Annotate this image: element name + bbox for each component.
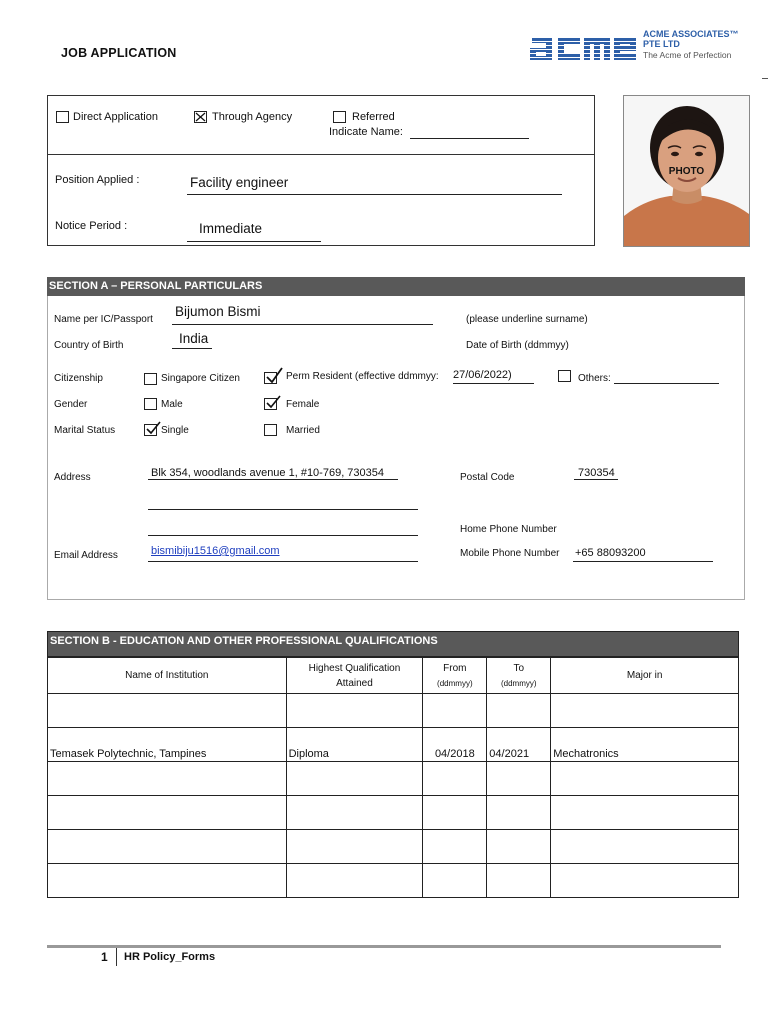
from-cell[interactable] [423, 864, 487, 898]
major-cell[interactable]: Mechatronics [551, 728, 739, 762]
dob-label: Date of Birth (ddmmyy) [466, 340, 569, 351]
from-cell[interactable] [423, 762, 487, 796]
female-checkbox[interactable] [264, 398, 277, 410]
to-cell[interactable] [487, 796, 551, 830]
indicate-name-field[interactable] [410, 126, 529, 139]
perm-resident-checkbox[interactable] [264, 372, 277, 384]
male-label: Male [161, 399, 183, 410]
referred-label: Referred [352, 111, 395, 123]
col-major-text: Major in [626, 670, 663, 681]
postal-label: Postal Code [460, 472, 515, 483]
singapore-citizen-checkbox[interactable] [144, 373, 157, 385]
section-a-heading: SECTION A – PERSONAL PARTICULARS [47, 277, 745, 296]
from-cell[interactable] [423, 694, 487, 728]
address-line-1 [148, 467, 398, 480]
qualification-cell[interactable] [286, 796, 423, 830]
single-label: Single [161, 425, 189, 436]
from-cell[interactable]: 04/2018 [423, 728, 487, 762]
position-field-line [187, 182, 562, 195]
from-cell[interactable] [423, 796, 487, 830]
direct-application-label: Direct Application [73, 111, 158, 123]
email-value[interactable]: bismibiju1516@gmail.com [151, 545, 280, 557]
name-value[interactable]: Bijumon Bismi [175, 304, 261, 319]
to-cell[interactable] [487, 694, 551, 728]
col-qualification-line2: Attained [336, 677, 373, 689]
country-label: Country of Birth [54, 340, 124, 351]
qualification-cell[interactable] [286, 830, 423, 864]
others-field[interactable] [614, 371, 719, 384]
email-label: Email Address [54, 550, 118, 561]
country-value[interactable]: India [179, 331, 209, 346]
col-institution-text: Name of Institution [125, 670, 209, 681]
qualification-cell[interactable] [286, 694, 423, 728]
to-cell[interactable] [487, 830, 551, 864]
marital-label: Marital Status [54, 425, 116, 436]
table-row [48, 830, 739, 864]
acme-logo-mark [530, 30, 636, 62]
position-value[interactable]: Facility engineer [190, 175, 289, 190]
col-qualification-line1: Highest Qualification [308, 662, 401, 674]
married-label: Married [286, 425, 320, 436]
others-checkbox[interactable] [558, 370, 571, 382]
col-from-text: From [443, 662, 467, 674]
check-mark-icon [266, 367, 284, 385]
notice-value[interactable]: Immediate [199, 221, 263, 236]
check-mark-icon [146, 421, 162, 437]
address-label: Address [54, 472, 91, 483]
others-label: Others: [578, 373, 611, 384]
email-field-line [148, 549, 418, 562]
footer-divider [116, 948, 117, 966]
through-agency-checkbox[interactable] [194, 111, 207, 123]
col-qualification-header [286, 658, 423, 694]
surname-note: (please underline surname) [466, 314, 588, 325]
col-to-format: (ddmmyy) [500, 678, 537, 688]
institution-cell[interactable] [48, 864, 287, 898]
through-agency-label: Through Agency [212, 111, 293, 123]
name-field-line [172, 312, 433, 325]
address-line-3[interactable] [148, 523, 418, 536]
perm-resident-label: Perm Resident (effective ddmmyy: [286, 371, 439, 382]
mobile-label: Mobile Phone Number [460, 548, 560, 559]
perm-resident-date[interactable]: 27/06/2022) [453, 369, 512, 381]
notice-label: Notice Period : [55, 220, 128, 232]
major-cell[interactable] [551, 694, 739, 728]
country-field-line [172, 338, 212, 349]
col-to-text: To [513, 662, 525, 674]
table-row [48, 762, 739, 796]
institution-cell[interactable]: Temasek Polytechnic, Tampines [48, 728, 287, 762]
notice-field-line [187, 229, 321, 242]
institution-cell[interactable] [48, 796, 287, 830]
name-label: Name per IC/Passport [54, 314, 153, 325]
institution-cell[interactable] [48, 762, 287, 796]
col-major-header [551, 658, 739, 694]
footer-text: HR Policy_Forms [124, 951, 216, 963]
major-cell[interactable] [551, 796, 739, 830]
gender-label: Gender [54, 399, 88, 410]
page-title: JOB APPLICATION [61, 46, 177, 60]
col-institution-header [48, 658, 287, 694]
education-header-row [48, 658, 739, 694]
home-phone-label: Home Phone Number [460, 524, 557, 535]
mobile-field-line [573, 549, 713, 562]
table-row [48, 694, 739, 728]
to-cell[interactable] [487, 864, 551, 898]
address-value[interactable]: Blk 354, woodlands avenue 1, #10-769, 730354 [151, 467, 385, 479]
citizenship-label: Citizenship [54, 373, 103, 384]
to-cell[interactable]: 04/2021 [487, 728, 551, 762]
perm-resident-date-line [453, 372, 534, 384]
col-to-header [487, 658, 551, 694]
footer-rule [47, 945, 721, 948]
married-checkbox[interactable] [264, 424, 277, 436]
postal-field-line [574, 467, 618, 480]
institution-cell[interactable] [48, 830, 287, 864]
indicate-name-label: Indicate Name: [329, 126, 403, 138]
col-from-header [423, 658, 487, 694]
photo-frame [623, 95, 750, 247]
application-box-divider [47, 154, 595, 155]
photo-label: PHOTO [668, 166, 705, 177]
major-cell[interactable] [551, 830, 739, 864]
direct-application-checkbox[interactable] [56, 111, 69, 123]
to-cell[interactable] [487, 762, 551, 796]
postal-value[interactable]: 730354 [578, 467, 615, 479]
singapore-citizen-label: Singapore Citizen [161, 373, 240, 384]
female-label: Female [286, 399, 320, 410]
logo-company-name: ACME ASSOCIATES™ [643, 29, 739, 39]
table-row [48, 796, 739, 830]
cross-mark-icon [195, 112, 206, 122]
single-checkbox[interactable] [144, 424, 157, 436]
qualification-cell[interactable]: Diploma [286, 728, 423, 762]
qualification-cell[interactable] [286, 762, 423, 796]
company-logo [530, 28, 740, 64]
logo-tagline: The Acme of Perfection [643, 50, 732, 60]
table-row [48, 864, 739, 898]
referred-checkbox[interactable] [333, 111, 346, 123]
edge-mark [762, 78, 768, 79]
check-mark-icon [266, 395, 282, 411]
col-from-format: (ddmmyy) [437, 678, 473, 688]
page-number: 1 [101, 950, 108, 964]
mobile-value[interactable]: +65 88093200 [575, 547, 646, 559]
male-checkbox[interactable] [144, 398, 157, 410]
position-label: Position Applied : [55, 174, 140, 186]
address-line-2[interactable] [148, 497, 418, 510]
major-cell[interactable] [551, 864, 739, 898]
from-cell[interactable] [423, 830, 487, 864]
qualification-cell[interactable] [286, 864, 423, 898]
table-row [48, 728, 739, 762]
major-cell[interactable] [551, 762, 739, 796]
section-b-heading: SECTION B - EDUCATION AND OTHER PROFESSIONAL QUALIFICATIONS [47, 631, 739, 657]
institution-cell[interactable] [48, 694, 287, 728]
logo-company-suffix: PTE LTD [643, 39, 680, 49]
education-table [47, 657, 739, 898]
